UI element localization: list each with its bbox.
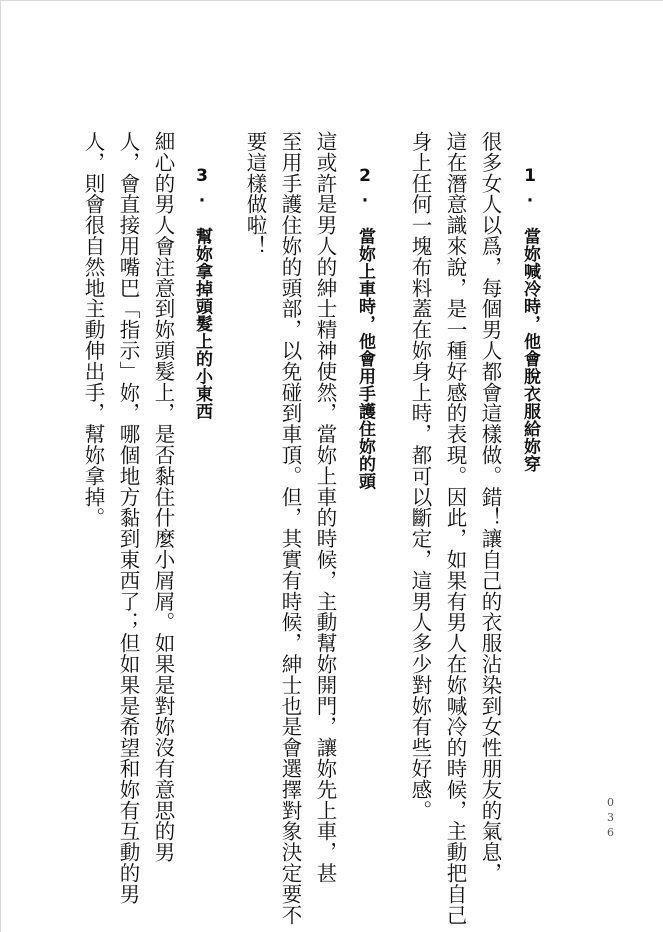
section-2-line-2: 至用手護住妳的頭部，以免碰到車頂。但，其實有時候，紳士也是會選擇對象決定要不 <box>278 131 302 926</box>
section-1-line-2: 這在潛意識來說，是一種好感的表現。因此，如果有男人在妳喊冷的時候，主動把自己 <box>443 131 467 926</box>
section-2-line-3: 要這樣做啦！ <box>243 131 267 257</box>
page-number: 036 <box>604 796 617 841</box>
section-3-heading: 3. 幫妳拿掉頭髮上的小東西 <box>192 166 212 420</box>
section-2-heading: 2. 當妳上車時，他會用手護住妳的頭 <box>355 166 375 490</box>
section-3-line-1: 細心的男人會注意到妳頭髮上，是否黏住什麼小屑屑。如果是對妳沒有意思的男 <box>151 131 175 863</box>
section-2-line-1: 這或許是男人的紳士精神使然，當妳上車的時候，主動幫妳開門，讓妳先上車，甚 <box>313 131 337 884</box>
section-3-line-3: 人，則會很自然地主動伸出手，幫妳拿掉。 <box>81 131 105 529</box>
section-3-line-2: 人，會直接用嘴巴「指示」妳，哪個地方黏到東西了；但如果是希望和妳有互動的男 <box>116 131 140 905</box>
section-1-line-1: 很多女人以爲，每個男人都會這樣做。錯！讓自己的衣服沾染到女性朋友的氣息， <box>478 131 502 884</box>
section-1-heading: 1. 當妳喊冷時，他會脫衣服給妳穿 <box>520 166 540 473</box>
section-1-line-3: 身上任何一塊布料蓋在妳身上時，都可以斷定，這男人多少對妳有些好感。 <box>408 131 432 821</box>
